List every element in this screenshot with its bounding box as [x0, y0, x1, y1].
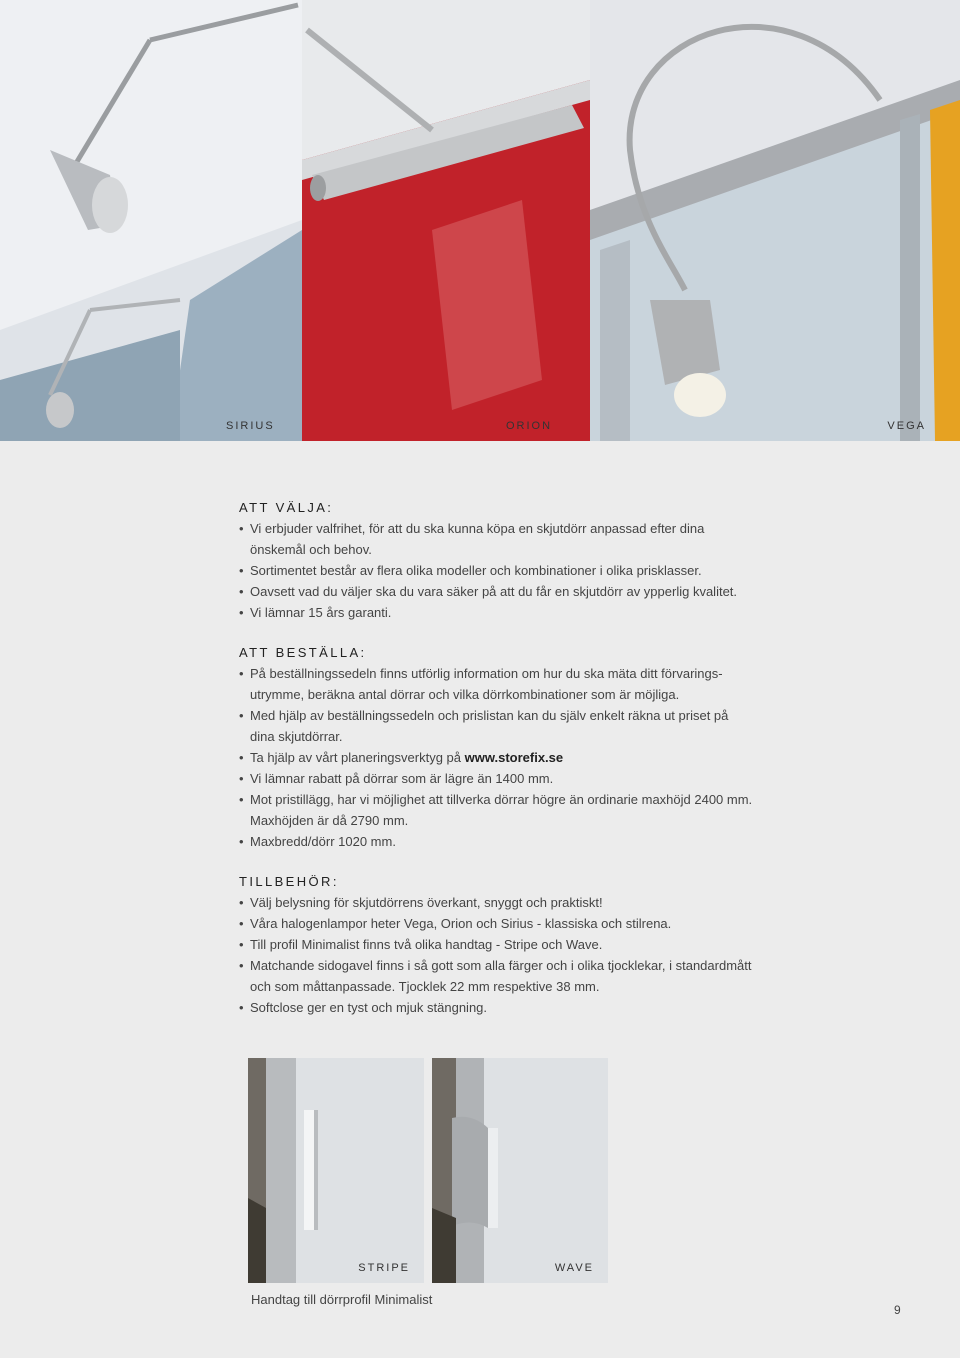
list-item: • Vi lämnar rabatt på dörrar som är lägre än 1400 mm. — [239, 768, 799, 789]
bullet-list — [239, 892, 799, 1018]
handle-photos — [248, 1058, 608, 1283]
list-item: • Mot pristillägg, har vi möjlighet att tillverka dörrar högre än ordinarie maxhöjd 2400 mm. — [239, 789, 799, 810]
list-item: • Sortimentet består av flera olika modeller och kombinationer i olika prisklasser. — [239, 560, 799, 581]
list-item: • Till profil Minimalist finns två olika handtag - Stripe och Wave. — [239, 934, 799, 955]
main-text — [239, 500, 799, 1040]
lamp-photos — [0, 0, 960, 441]
section-heading: ATT VÄLJA: — [239, 500, 334, 515]
orion-lamp-image — [302, 0, 590, 441]
list-item: • Med hjälp av beställningssedeln och prislistan kan du själv enkelt räkna ut priset på — [239, 705, 799, 726]
list-item: • Matchande sidogavel finns i så gott som alla färger och i olika tjocklekar, i standardmått — [239, 955, 799, 976]
photo-orion — [302, 0, 590, 441]
list-item-continuation: önskemål och behov. — [250, 542, 372, 557]
handle-label-stripe: STRIPE — [358, 1262, 410, 1274]
photo-label-orion: ORION — [506, 420, 553, 432]
section-att-bestalla — [239, 645, 799, 852]
list-item-continuation: Maxhöjden är då 2790 mm. — [250, 813, 409, 828]
list-item: • På beställningssedeln finns utförlig information om hur du ska mäta ditt förvarings- — [239, 663, 799, 684]
bullet-list — [239, 663, 799, 852]
list-item: • Välj belysning för skjutdörrens överkant, snyggt och praktiskt! — [239, 892, 799, 913]
sirius-lamp-image — [0, 0, 302, 441]
bullet-list — [239, 518, 799, 623]
photo-label-vega: VEGA — [887, 420, 926, 432]
list-item: • Vi erbjuder valfrihet, för att du ska kunna köpa en skjutdörr anpassad efter dina — [239, 518, 799, 539]
storefix-link[interactable]: www.storefix.se — [464, 750, 564, 765]
section-att-valja — [239, 500, 799, 623]
handles-caption: Handtag till dörrprofil Minimalist — [251, 1292, 433, 1307]
list-item — [239, 747, 799, 768]
list-item: • Maxbredd/dörr 1020 mm. — [239, 831, 799, 852]
stripe-handle-image — [248, 1058, 424, 1283]
section-heading: ATT BESTÄLLA: — [239, 645, 367, 660]
list-item-continuation: och som måttanpassade. Tjocklek 22 mm respektive 38 mm. — [250, 979, 600, 994]
photo-stripe — [248, 1058, 424, 1283]
section-heading: TILLBEHÖR: — [239, 874, 339, 889]
list-item-text: Ta hjälp av vårt planeringsverktyg på — [250, 750, 465, 765]
photo-wave — [432, 1058, 608, 1283]
list-item-continuation: dina skjutdörrar. — [250, 729, 343, 744]
page-number: 9 — [894, 1303, 901, 1317]
photo-label-sirius: SIRIUS — [226, 420, 275, 432]
photo-sirius — [0, 0, 302, 441]
vega-lamp-image — [590, 0, 960, 441]
handle-label-wave: WAVE — [554, 1262, 594, 1274]
photo-vega — [590, 0, 960, 441]
list-item: • Vi lämnar 15 års garanti. — [239, 602, 799, 623]
list-item: • Softclose ger en tyst och mjuk stängning. — [239, 997, 799, 1018]
section-tillbehor — [239, 874, 799, 1018]
wave-handle-image — [432, 1058, 608, 1283]
list-item-continuation: utrymme, beräkna antal dörrar och vilka dörrkombinationer som är möjliga. — [250, 687, 680, 702]
list-item: • Våra halogenlampor heter Vega, Orion och Sirius - klassiska och stilrena. — [239, 913, 799, 934]
list-item: • Oavsett vad du väljer ska du vara säker på att du får en skjutdörr av ypperlig kvalitet. — [239, 581, 799, 602]
